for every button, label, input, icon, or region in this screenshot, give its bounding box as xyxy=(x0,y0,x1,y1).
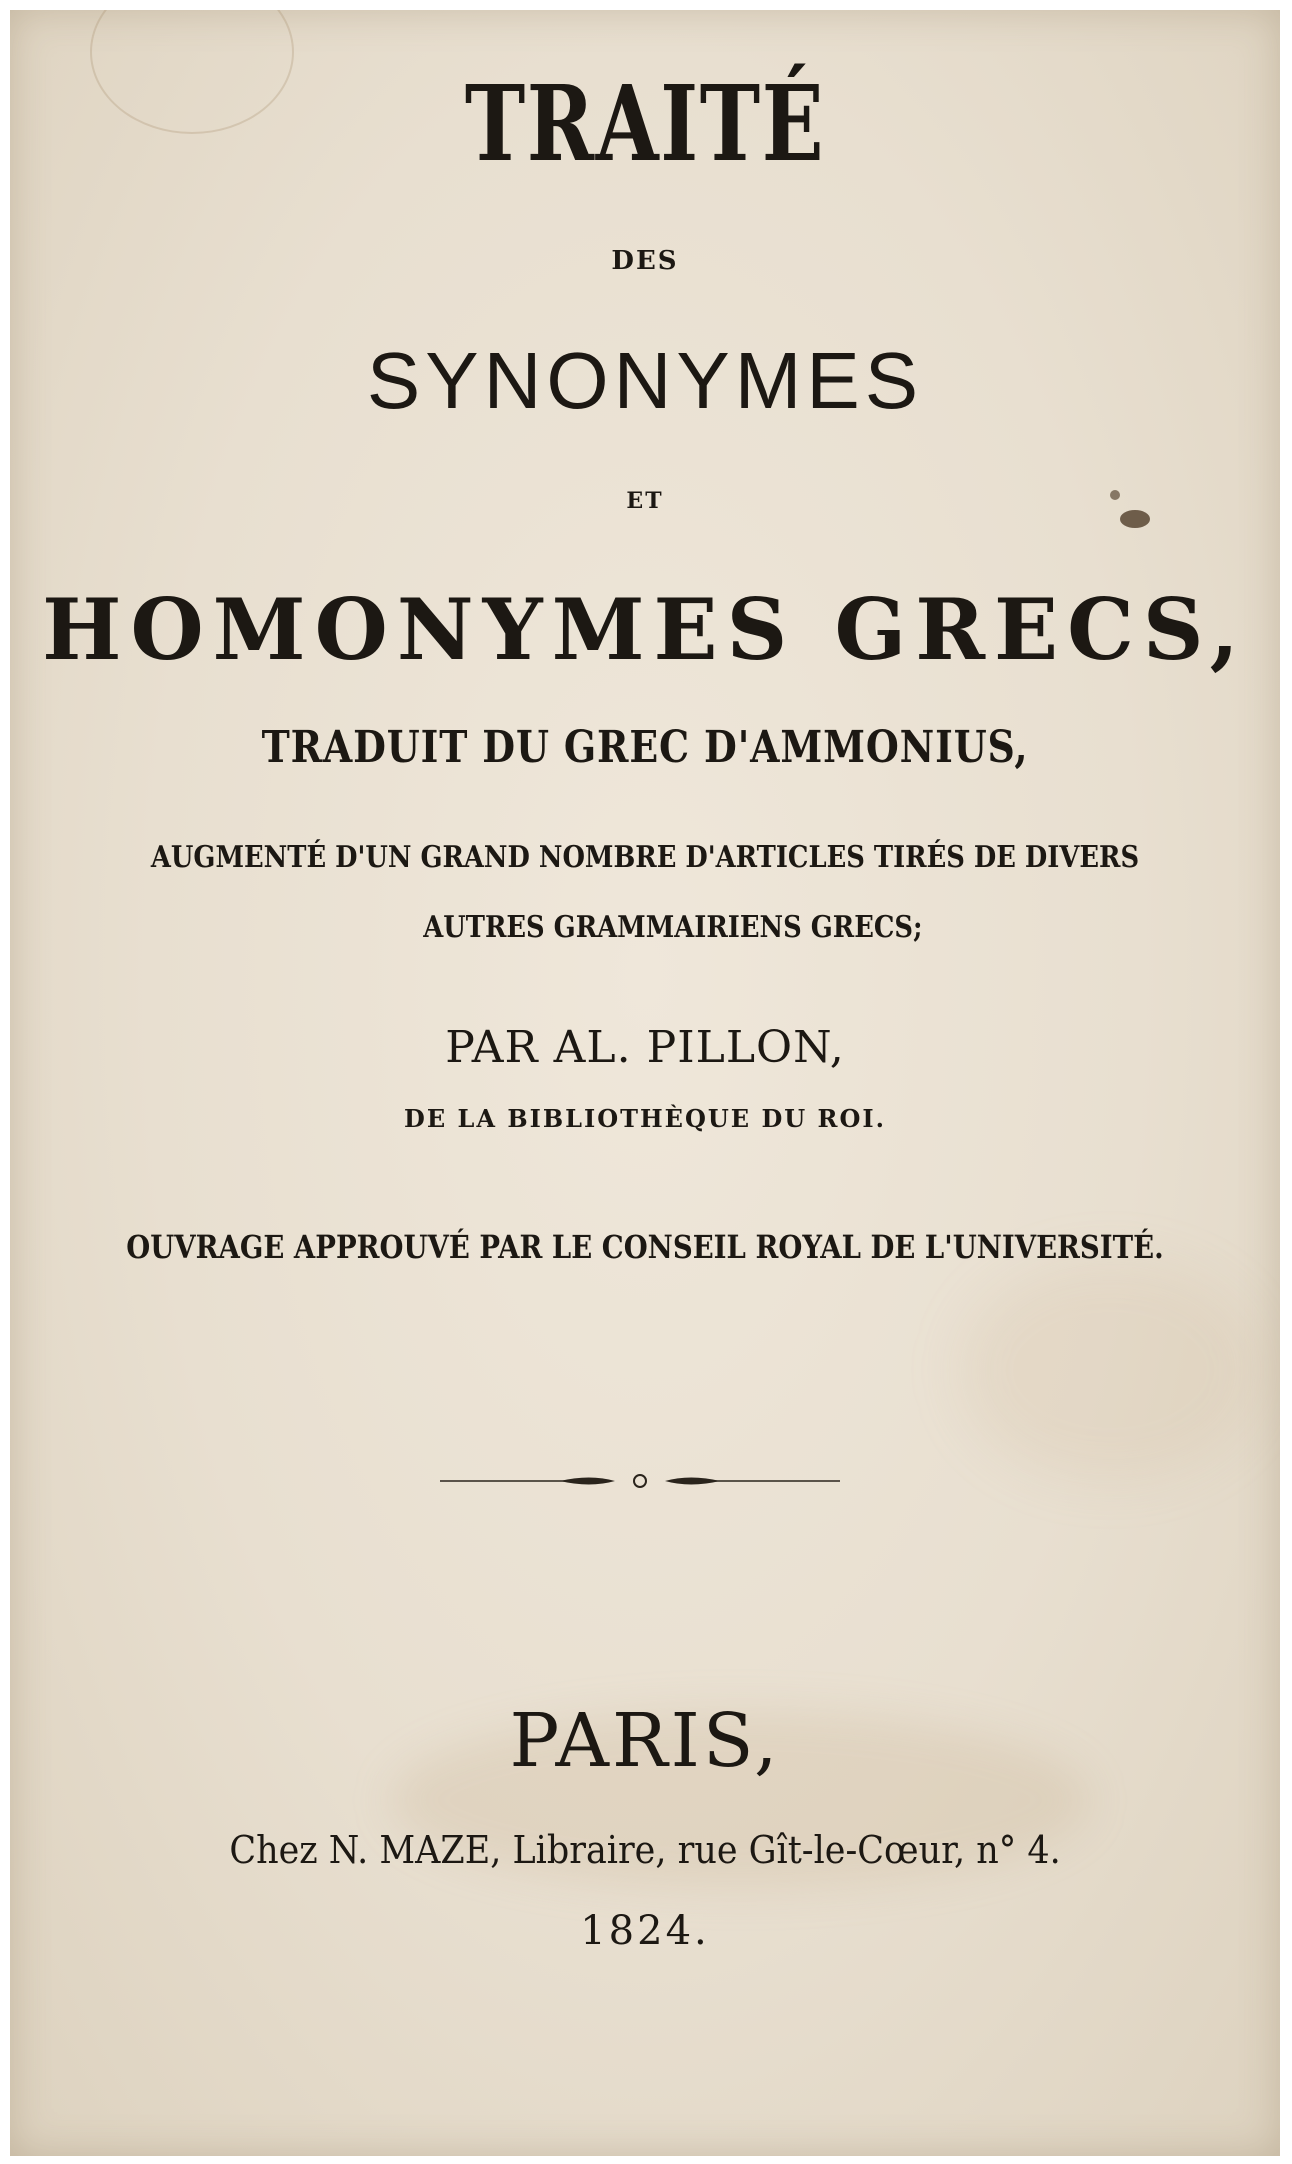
book-title: TRAITÉ xyxy=(464,62,826,185)
title-page xyxy=(10,10,1280,2156)
publication-city: PARIS, xyxy=(509,1698,781,1784)
title-homonymes: HOMONYMES GRECS, xyxy=(42,580,1248,679)
subtitle-augmented: AUGMENTÉ D'UN GRAND NOMBRE D'ARTICLES TIRÉS DE DIVERS xyxy=(150,840,1140,875)
title-synonymes: SYNONYMES xyxy=(366,336,924,425)
author-name: PAR AL. PILLON, xyxy=(445,1022,845,1073)
approval-statement: OUVRAGE APPROUVÉ PAR LE CONSEIL ROYAL DE L'UNIVERSITÉ. xyxy=(126,1228,1164,1266)
paper-stain xyxy=(960,1260,1260,1480)
subtitle-translation: TRADUIT DU GREC D'AMMONIUS, xyxy=(261,722,1029,773)
subtitle-grammarians: AUTRES GRAMMAIRIENS GRECS; xyxy=(423,910,923,945)
publication-year: 1824. xyxy=(580,1908,710,1954)
title-connector-des: DES xyxy=(611,246,679,276)
title-connector-et: ET xyxy=(626,488,664,514)
author-affiliation: DE LA BIBLIOTHÈQUE DU ROI. xyxy=(404,1104,886,1133)
publisher-address: Chez N. MAZE, Libraire, rue Gît-le-Cœur, n° 4. xyxy=(229,1828,1061,1872)
ornament-divider-icon xyxy=(440,1466,840,1496)
